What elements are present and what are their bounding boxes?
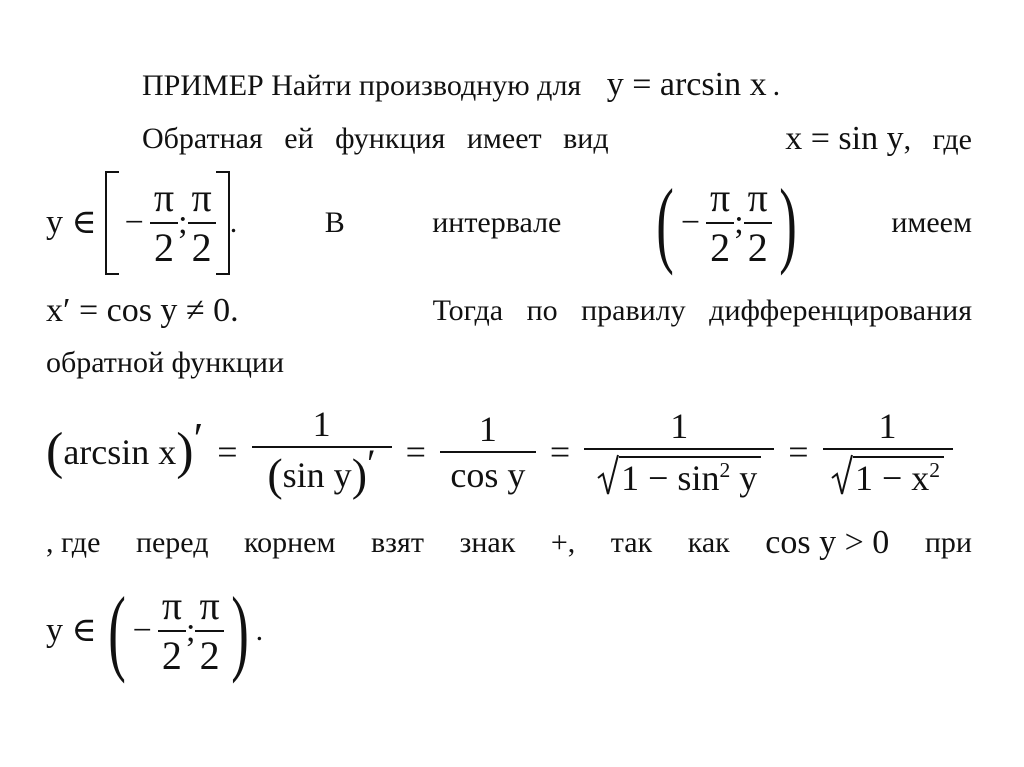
- period: .: [229, 206, 238, 239]
- line-3: [46, 168, 972, 278]
- semicolon: ;: [178, 204, 188, 241]
- pi-over-2: $\frac{\pi}{2}$: [744, 178, 772, 268]
- pi-over-2: $\frac{\pi}{2}$: [150, 178, 178, 268]
- formula-sin: x = sin y: [785, 120, 904, 157]
- line-4: [46, 294, 972, 328]
- minus-sign: −: [132, 612, 152, 649]
- interval-open: ( − $\frac{\pi}{2}$ ; $\frac{\pi}{2}$ ): [656, 168, 797, 276]
- period: .: [772, 69, 781, 102]
- derivative-equation: [46, 392, 972, 512]
- inverse-function-text: обратной функции: [46, 346, 285, 379]
- pi-over-2: $\frac{\pi}{2}$: [706, 178, 734, 268]
- pi-over-2: $\frac{\pi}{2}$: [188, 178, 216, 268]
- rule-text: Тогда по правилу дифференцирования: [432, 294, 972, 327]
- line-2: [142, 122, 972, 156]
- minus-sign: −: [680, 204, 701, 241]
- formula-derivative: x′ = cos y ≠ 0.: [46, 292, 239, 329]
- right-bracket: [216, 171, 230, 275]
- period: .: [255, 614, 264, 647]
- formula-cos-positive: cos y > 0: [765, 524, 890, 561]
- inverse-text: Обратная ей функция имеет вид: [142, 122, 609, 155]
- word-have: имеем: [891, 206, 972, 239]
- formula-arcsin: y = arcsin x: [606, 66, 767, 103]
- equals: =: [405, 432, 426, 472]
- example-text: ПРИМЕР Найти производную для: [142, 69, 582, 102]
- frac-1-over-sqrt-sin: $\frac{1}{1 - \sin^2 y}$: [584, 408, 774, 496]
- line-7: , где перед корнем взят знак +, так как cos y > 0 при: [46, 524, 972, 561]
- line-1: [142, 68, 780, 102]
- semicolon: ;: [734, 204, 744, 241]
- left-bracket: [105, 171, 119, 275]
- word-interval: интервале: [432, 206, 562, 239]
- interval-closed: [46, 171, 237, 275]
- y-in: y ∈: [46, 204, 97, 241]
- sqrt-sign: $1 - \sin^2 y$: [593, 454, 765, 496]
- frac-1-over-siny-prime: 1 ( sin y ) ′: [252, 406, 392, 498]
- y-in: y ∈: [46, 612, 97, 649]
- equals: =: [788, 432, 809, 472]
- where-text: , где: [903, 123, 972, 156]
- semicolon: ;: [186, 612, 196, 649]
- frac-1-over-cosy: $\frac{1}{\text{cos y}}$: [440, 411, 536, 493]
- sqrt-sign: $1 - x^2$: [827, 454, 948, 496]
- line-5: [46, 348, 284, 378]
- equals: =: [217, 432, 238, 472]
- pi-over-2: $\frac{\pi}{2}$: [158, 586, 186, 676]
- line-8: y ∈ ( − $\frac{\pi}{2}$ ; $\frac{\pi}{2}$ ) .: [46, 576, 264, 684]
- word-v: В: [324, 206, 345, 239]
- equals: =: [549, 432, 571, 472]
- frac-1-over-sqrt-x: $\frac{1}{1 - x^2}$: [823, 408, 953, 496]
- pi-over-2: $\frac{\pi}{2}$: [195, 586, 223, 676]
- lhs: ( arcsin x ) ′: [46, 414, 204, 480]
- minus-sign: −: [124, 204, 144, 241]
